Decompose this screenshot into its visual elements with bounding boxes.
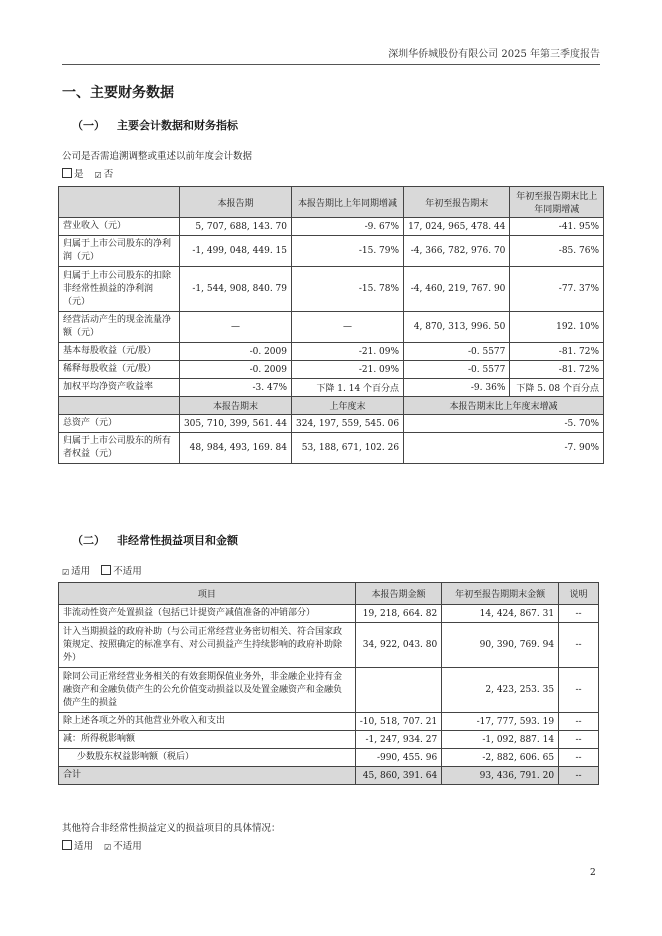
cell-value: -41. 95% <box>510 218 604 236</box>
subsection-label: 非经常性损益项目和金额 <box>117 534 238 547</box>
non-recurring-items-table <box>58 582 599 785</box>
header-cell: 本报告期末比上年度末增减 <box>404 397 604 415</box>
table-row <box>59 749 599 767</box>
other-not-applicable-option[interactable] <box>104 841 142 852</box>
option-label: 否 <box>103 169 114 180</box>
table-row <box>59 605 599 623</box>
applicable-option[interactable] <box>62 566 90 577</box>
cell-value: 48, 984, 493, 169. 84 <box>179 433 291 464</box>
table-row <box>59 361 604 379</box>
subsection-number: （二） <box>72 534 105 547</box>
cell-value: -1, 544, 908, 840. 79 <box>179 267 291 312</box>
row-label: 计入当期损益的政府补助（与公司正常经营业务密切相关、符合国家政策规定、按照确定的标准享有、对公司损益产生持续影响的政府补助除外） <box>59 623 356 668</box>
cell-value: -- <box>559 767 599 785</box>
header-cell: 年初至报告期末 <box>404 187 510 218</box>
other-items-question: 其他符合非经常性损益定义的损益项目的具体情况： <box>62 823 281 834</box>
option-label: 适用 <box>71 566 91 577</box>
retro-no-option[interactable] <box>95 169 114 180</box>
row-label: 归属于上市公司股东的扣除非经常性损益的净利润（元） <box>59 267 180 312</box>
other-items-options <box>62 838 150 852</box>
row-label: 基本每股收益（元/股） <box>59 343 180 361</box>
checked-checkbox-icon: ☑ <box>104 843 112 852</box>
cell-value: 下降 5. 08 个百分点 <box>510 379 604 397</box>
table-row <box>59 218 604 236</box>
option-label: 不适用 <box>113 841 142 852</box>
row-label: 除上述各项之外的其他营业外收入和支出 <box>59 713 356 731</box>
row-label: 稀释每股收益（元/股） <box>59 361 180 379</box>
table-row <box>59 668 599 713</box>
cell-value: -990, 455. 96 <box>355 749 441 767</box>
row-label: 非流动性资产处置损益（包括已计提资产减值准备的冲销部分） <box>59 605 356 623</box>
table-row <box>59 713 599 731</box>
row-label: 总资产（元） <box>59 415 180 433</box>
cell-value: -4, 460, 219, 767. 90 <box>404 267 510 312</box>
cell-value: — <box>292 312 404 343</box>
checkbox-icon <box>62 840 72 850</box>
cell-value: -0. 2009 <box>179 361 291 379</box>
cell-value: -- <box>559 749 599 767</box>
cell-value: 53, 188, 671, 102. 26 <box>292 433 404 464</box>
retro-yes-option[interactable] <box>62 169 84 180</box>
cell-value: -1, 499, 048, 449. 15 <box>179 236 291 267</box>
table-row <box>59 415 604 433</box>
checked-checkbox-icon: ☑ <box>94 171 102 180</box>
cell-value: -85. 76% <box>510 236 604 267</box>
cell-value: -- <box>559 713 599 731</box>
cell-value: -5. 70% <box>404 415 604 433</box>
cell-value: 19, 218, 664. 82 <box>355 605 441 623</box>
header-cell: 年初至报告期末比上年同期增减 <box>510 187 604 218</box>
header-cell: 年初至报告期期末金额 <box>442 583 559 605</box>
table-subheader-row <box>59 397 604 415</box>
cell-value: 45, 860, 391. 64 <box>355 767 441 785</box>
cell-value: — <box>179 312 291 343</box>
cell-value: -2, 882, 606. 65 <box>442 749 559 767</box>
header-cell: 上年度末 <box>292 397 404 415</box>
cell-value: 192. 10% <box>510 312 604 343</box>
table-row <box>59 236 604 267</box>
not-applicable-option[interactable] <box>101 566 142 577</box>
cell-value: -15. 78% <box>292 267 404 312</box>
cell-value: -0. 5577 <box>404 361 510 379</box>
subsection-title-2 <box>72 532 238 548</box>
subsection-label: 主要会计数据和财务指标 <box>117 119 238 132</box>
cell-value: -3. 47% <box>179 379 291 397</box>
cell-value: -- <box>559 731 599 749</box>
header-cell: 说明 <box>559 583 599 605</box>
table-row <box>59 312 604 343</box>
cell-value: -10, 518, 707. 21 <box>355 713 441 731</box>
checked-checkbox-icon: ☑ <box>62 568 70 577</box>
cell-value: -7. 90% <box>404 433 604 464</box>
page-number: 2 <box>590 868 596 878</box>
table-total-row <box>59 767 599 785</box>
table-row <box>59 267 604 312</box>
table-header-row <box>59 187 604 218</box>
cell-value: -- <box>559 623 599 668</box>
cell-value: -17, 777, 593. 19 <box>442 713 559 731</box>
cell-value: 14, 424, 867. 31 <box>442 605 559 623</box>
cell-value: -81. 72% <box>510 361 604 379</box>
retro-question: 公司是否需追溯调整或重述以前年度会计数据 <box>62 151 253 162</box>
table-row <box>59 379 604 397</box>
option-label: 不适用 <box>113 566 142 577</box>
row-label: 归属于上市公司股东的净利润（元） <box>59 236 180 267</box>
cell-value: 17, 024, 965, 478. 44 <box>404 218 510 236</box>
cell-value: 下降 1. 14 个百分点 <box>292 379 404 397</box>
cell-value: 90, 390, 769. 94 <box>442 623 559 668</box>
cell-value: -0. 5577 <box>404 343 510 361</box>
cell-value: -81. 72% <box>510 343 604 361</box>
cell-value: -9. 36% <box>404 379 510 397</box>
cell-value: 5, 707, 688, 143. 70 <box>179 218 291 236</box>
cell-value: 2, 423, 253. 35 <box>442 668 559 713</box>
option-label: 适用 <box>74 841 94 852</box>
cell-value: -1, 092, 887. 14 <box>442 731 559 749</box>
cell-value: -21. 09% <box>292 343 404 361</box>
cell-value: -77. 37% <box>510 267 604 312</box>
cell-value: -0. 2009 <box>179 343 291 361</box>
cell-value: -- <box>559 668 599 713</box>
header-cell: 本报告期金额 <box>355 583 441 605</box>
other-applicable-option[interactable] <box>62 841 93 852</box>
table-row <box>59 343 604 361</box>
table-header-row <box>59 583 599 605</box>
row-label: 经营活动产生的现金流量净额（元） <box>59 312 180 343</box>
cell-value: 305, 710, 399, 561. 44 <box>179 415 291 433</box>
row-label: 除同公司正常经营业务相关的有效套期保值业务外，非金融企业持有金融资产和金融负债产生的公允价值变动损益以及处置金融资产和金融负债产生的损益 <box>59 668 356 713</box>
header-cell: 本报告期末 <box>179 397 291 415</box>
cell-value: -4, 366, 782, 976. 70 <box>404 236 510 267</box>
cell-value: -21. 09% <box>292 361 404 379</box>
cell-value: -9. 67% <box>292 218 404 236</box>
row-label: 加权平均净资产收益率 <box>59 379 180 397</box>
header-cell: 项目 <box>59 583 356 605</box>
cell-value <box>355 668 441 713</box>
table-row <box>59 731 599 749</box>
page-header: 深圳华侨城股份有限公司 2025 年第三季度报告 <box>62 45 600 65</box>
cell-value: 34, 922, 043. 80 <box>355 623 441 668</box>
header-cell: 本报告期比上年同期增减 <box>292 187 404 218</box>
checkbox-icon <box>62 168 72 178</box>
option-label: 是 <box>74 169 84 180</box>
section-title: 一、主要财务数据 <box>62 85 174 101</box>
cell-value: 93, 436, 791. 20 <box>442 767 559 785</box>
row-label: 归属于上市公司股东的所有者权益（元） <box>59 433 180 464</box>
checkbox-icon <box>101 565 111 575</box>
subsection-title-1 <box>72 117 238 133</box>
header-cell <box>59 397 180 415</box>
subsection-number: （一） <box>72 119 105 132</box>
cell-value: -- <box>559 605 599 623</box>
applicability-options <box>62 563 150 577</box>
cell-value: 4, 870, 313, 996. 50 <box>404 312 510 343</box>
cell-value: -1, 247, 934. 27 <box>355 731 441 749</box>
row-label: 营业收入（元） <box>59 218 180 236</box>
table-row <box>59 623 599 668</box>
financial-data-table <box>58 186 604 464</box>
row-label: 合计 <box>59 767 356 785</box>
row-label: 少数股东权益影响额（税后） <box>59 749 356 767</box>
cell-value: -15. 79% <box>292 236 404 267</box>
retro-options <box>62 166 121 180</box>
cell-value: 324, 197, 559, 545. 06 <box>292 415 404 433</box>
header-cell <box>59 187 180 218</box>
row-label: 减：所得税影响额 <box>59 731 356 749</box>
header-cell: 本报告期 <box>179 187 291 218</box>
table-row <box>59 433 604 464</box>
